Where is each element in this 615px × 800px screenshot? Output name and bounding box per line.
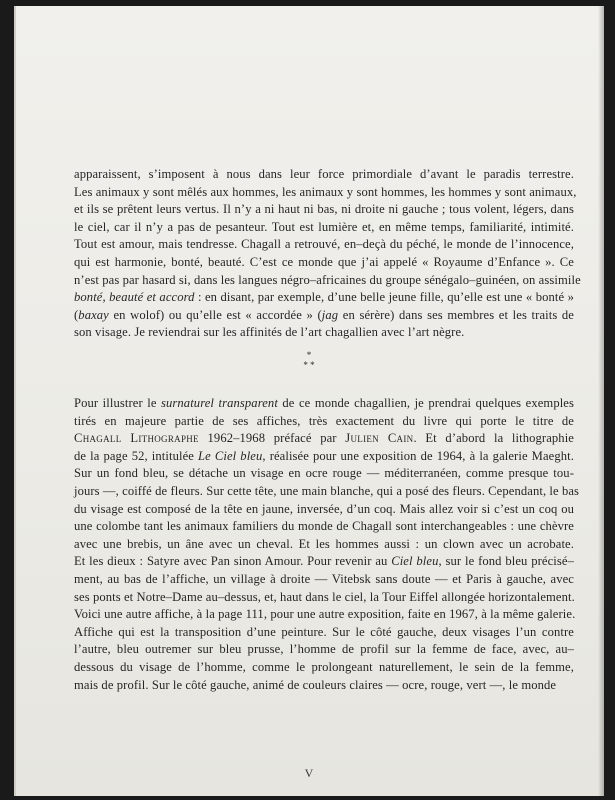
text-segment: son visage. Je reviendrai sur les affinités de l’art chagallien avec l’art nègre. — [74, 325, 465, 340]
text-line — [74, 272, 581, 290]
page-number: V — [304, 766, 314, 780]
text-line — [74, 677, 574, 695]
text-line — [74, 289, 574, 307]
book-page — [14, 6, 604, 796]
text-segment: surnaturel transparent — [161, 396, 278, 410]
text-segment: n’est pas par hasard si, dans les langues négro–africaines du groupe sénégalo–guinéen, on assimile — [74, 272, 581, 287]
text-segment: de ce monde chagallien, je prendrai quelques exemples — [277, 396, 575, 410]
text-line — [74, 465, 574, 483]
text-line — [74, 641, 574, 659]
text-segment: avec une brebis, un âne avec un cheval. Et les hommes aussi : un clown avec un acrobate. — [74, 536, 574, 551]
text-segment: et ils se prêtent leurs vertus. Il n’y a ni haut ni bas, ni droite ni gauche ; tous volent, légers, dans — [74, 202, 574, 217]
text-line — [74, 184, 577, 202]
text-line — [74, 624, 574, 642]
text-segment: Tout est amour, mais tendresse. Chagall a retrouvé, en–deçà du péché, le monde de l’innocence, — [74, 237, 574, 252]
text-line — [74, 307, 574, 325]
text-segment: jours —, coiffé de fleurs. Sur cette tête, une main blanche, qui a posé des fleurs. Cependant, le bas — [74, 483, 580, 498]
text-line — [74, 571, 574, 589]
text-line — [74, 430, 574, 448]
text-segment: en wolof) ou qu’elle est « accordée » ( — [108, 307, 322, 322]
text-segment: du visage est composé de la tête en jaune, inversée, d’un coq. Mais allez voir si c’est un coq ou — [74, 501, 574, 516]
text-line — [74, 236, 574, 254]
text-segment: jag — [321, 307, 339, 322]
text-line — [74, 518, 574, 536]
page-edge-shadow — [598, 6, 604, 796]
text-segment: 1962–1968 préfacé par — [198, 431, 346, 446]
text-segment: qui est harmonie, bonté, beauté. C’est ce monde que j’ai appelé « Royaume d’Enfance ». Ce — [74, 254, 574, 269]
text-line — [74, 589, 574, 607]
text-line — [74, 483, 580, 501]
paragraph-2 — [74, 395, 580, 694]
text-segment: ses ponts et Notre–Dame au–dessus, et, haut dans le ciel, la Tour Eiffel allongée horizontalement. — [74, 589, 575, 604]
text-segment: en sérère) dans ses membres et les traits de — [338, 307, 575, 322]
text-line — [74, 324, 574, 342]
text-segment: Pour illustrer le — [74, 396, 162, 410]
text-line — [74, 606, 574, 624]
text-line — [74, 448, 574, 466]
text-line — [74, 254, 574, 272]
text-segment: tirés en majeure partie de ses affiches, très exactement du livre qui porte le titre de — [74, 413, 574, 428]
text-segment: , réalisée pour une exposition de 1964, à la galerie Maeght. — [262, 448, 574, 463]
text-segment: Voici une autre affiche, à la page 111, pour une autre exposition, faite en 1967, à la même galerie. — [74, 607, 576, 622]
text-segment: bonté, beauté et accord — [74, 290, 195, 305]
text-line — [74, 395, 574, 413]
text-line — [74, 501, 574, 519]
asterism-bottom: * * — [303, 360, 315, 370]
asterism-divider — [14, 350, 604, 370]
text-line — [74, 536, 574, 554]
text-segment: Les animaux y sont mêlés aux hommes, les animaux y sont hommes, les hommes y sont animaux, — [74, 184, 577, 199]
text-segment: Ciel bleu — [391, 554, 439, 569]
text-line — [74, 201, 574, 219]
text-segment: baxay — [78, 307, 109, 322]
paragraph-1 — [74, 166, 581, 342]
text-segment: Sur un fond bleu, se détache un visage en ocre rouge — méditerranéen, comme presque tou- — [74, 466, 574, 481]
text-segment: une colombe tant les animaux familiers du monde de Chagall sont interchangeables : une chèvre — [74, 519, 574, 534]
text-segment: Le Ciel bleu — [198, 448, 263, 463]
text-line — [74, 166, 574, 184]
text-segment: , sur le fond bleu précisé– — [438, 554, 574, 569]
text-segment: Affiche qui est la transposition d’une peinture. Sur le côté gauche, deux visages l’un contre — [74, 624, 574, 639]
text-segment: dessous du visage de l’homme, comme le prolongeant naturellement, le sein de la femme, — [74, 659, 574, 674]
asterism-top: * — [306, 350, 312, 360]
text-segment: de la page 52, intitulée — [74, 448, 199, 463]
text-segment: apparaissent, s’imposent à nous dans leur force primordiale d’avant le paradis terrestre. — [74, 167, 574, 181]
text-segment: l’autre, bleu outremer sur bleu prusse, l’homme de profil sur la femme de face, avec, au– — [74, 642, 574, 657]
text-line — [74, 659, 574, 677]
text-segment: ( — [74, 307, 79, 322]
text-segment: . Et d’abord la lithographie — [413, 431, 574, 446]
text-segment: mais de profil. Sur le côté gauche, animé de couleurs claires — ocre, rouge, vert —, le monde — [74, 677, 557, 692]
text-segment: le ciel, car il n’y a pas de pesanteur. Tout est lumière et, en même temps, familiarité, intimité. — [74, 219, 574, 234]
text-segment: ment, au bas de l’affiche, un village à droite — Vitebsk sans doute — et Paris à gauche, avec — [74, 571, 574, 586]
text-segment: Et les dieux : Satyre avec Pan sinon Amour. Pour revenir au — [74, 554, 392, 569]
text-line — [74, 413, 574, 431]
text-segment: : en disant, par exemple, d’une belle jeune fille, qu’elle est une « bonté » — [194, 290, 574, 305]
text-line — [74, 553, 574, 571]
text-segment: Julien Cain — [345, 431, 414, 446]
text-line — [74, 219, 574, 237]
text-segment: Chagall Lithographe — [74, 431, 199, 446]
